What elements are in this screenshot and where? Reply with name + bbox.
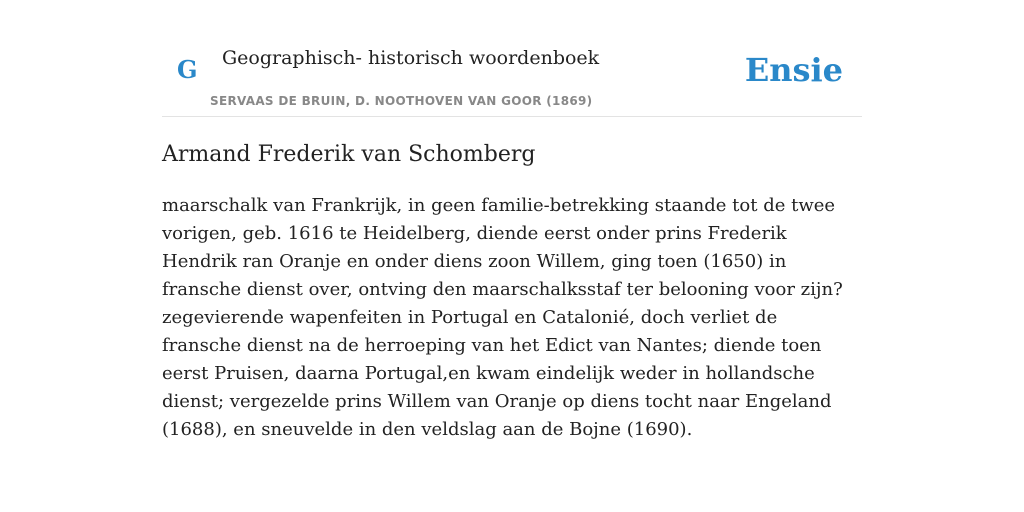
entry-body: maarschalk van Frankrijk, in geen familie-betrekking staande tot de twee vorigen, geb. 1616 te Heidelberg, diende eerst onder prins Frederik Hendrik ran Oranje en onder diens zoon Willem, ging toen (1650) in fransche dienst over, ontving den maarschalksstaf ter belooning voor zijn? zegevierende wapenfeiten in Portugal en Catalonié, doch verliet de fransche dienst na de herroeping van het Edict van Nantes; diende toen eerst Pruisen, daarna Portugal,en kwam eindelijk weder in hollandsche dienst; vergezelde prins Willem van Oranje op diens tocht naar Engeland (1688), en sneuvelde in den veldslag aan de Bojne (1690).	[162, 195, 843, 440]
book-logo-letter[interactable]: G	[177, 55, 198, 84]
book-header	[162, 0, 862, 117]
entry-title: Armand Frederik van Schomberg	[162, 142, 536, 167]
book-title-link[interactable]: Geographisch- historisch woordenboek	[222, 47, 600, 69]
ensie-logo[interactable]: Ensie	[744, 51, 843, 89]
book-authors: SERVAAS DE BRUIN, D. NOOTHOVEN VAN GOOR (1869)	[210, 94, 593, 108]
